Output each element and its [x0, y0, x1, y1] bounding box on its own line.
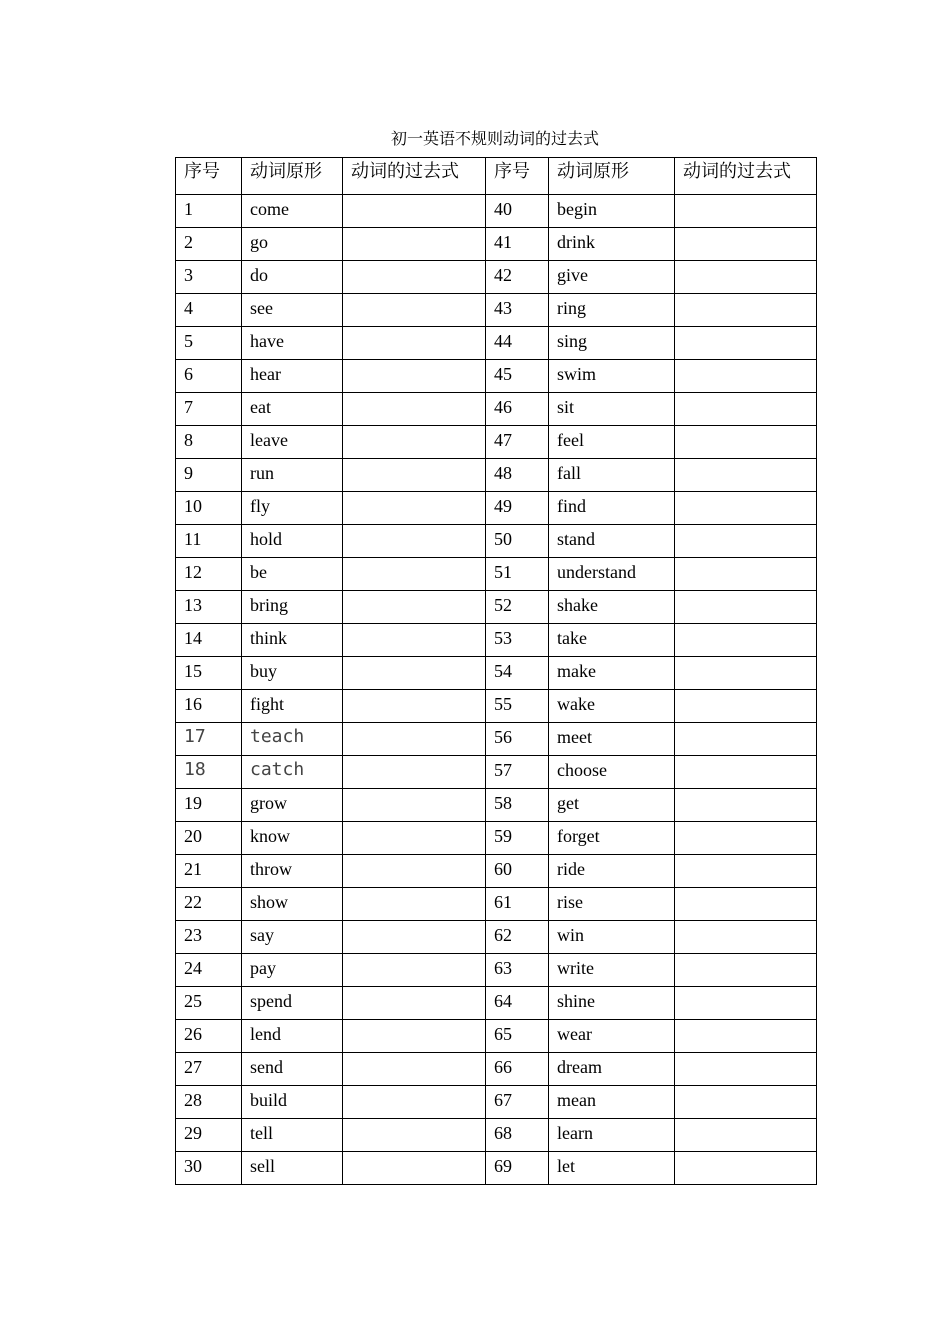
- header-base-form-right: 动词原形: [549, 158, 675, 195]
- past-tense-input-cell[interactable]: [343, 822, 486, 855]
- base-verb-cell: understand: [549, 558, 675, 591]
- base-verb-cell: swim: [549, 360, 675, 393]
- index-cell: 67: [486, 1086, 549, 1119]
- index-cell: 44: [486, 327, 549, 360]
- index-cell: 8: [176, 426, 242, 459]
- base-verb-cell: mean: [549, 1086, 675, 1119]
- past-tense-input-cell[interactable]: [675, 1086, 817, 1119]
- index-cell: 25: [176, 987, 242, 1020]
- table-header-row: [176, 158, 817, 195]
- base-verb-cell: have: [242, 327, 343, 360]
- past-tense-input-cell[interactable]: [675, 690, 817, 723]
- base-verb-cell: let: [549, 1152, 675, 1185]
- index-cell: 13: [176, 591, 242, 624]
- base-verb-cell: be: [242, 558, 343, 591]
- past-tense-input-cell[interactable]: [343, 426, 486, 459]
- table-body: [176, 195, 817, 1185]
- past-tense-input-cell[interactable]: [343, 525, 486, 558]
- base-verb-cell: come: [242, 195, 343, 228]
- base-verb-cell: drink: [549, 228, 675, 261]
- index-cell: 12: [176, 558, 242, 591]
- table-row: [176, 888, 817, 921]
- base-verb-cell: meet: [549, 723, 675, 756]
- table-row: [176, 294, 817, 327]
- table-row: [176, 921, 817, 954]
- base-verb-cell: rise: [549, 888, 675, 921]
- index-cell: 18: [176, 756, 242, 789]
- base-verb-cell: see: [242, 294, 343, 327]
- past-tense-input-cell[interactable]: [343, 1020, 486, 1053]
- past-tense-input-cell[interactable]: [675, 360, 817, 393]
- index-cell: 68: [486, 1119, 549, 1152]
- past-tense-input-cell[interactable]: [675, 393, 817, 426]
- table-row: [176, 1053, 817, 1086]
- past-tense-input-cell[interactable]: [343, 195, 486, 228]
- table-row: [176, 1152, 817, 1185]
- past-tense-input-cell[interactable]: [343, 1086, 486, 1119]
- base-verb-cell: sell: [242, 1152, 343, 1185]
- base-verb-cell: tell: [242, 1119, 343, 1152]
- base-verb-cell: dream: [549, 1053, 675, 1086]
- base-verb-cell: ride: [549, 855, 675, 888]
- index-cell: 30: [176, 1152, 242, 1185]
- base-verb-cell: begin: [549, 195, 675, 228]
- index-cell: 4: [176, 294, 242, 327]
- past-tense-input-cell[interactable]: [675, 558, 817, 591]
- past-tense-input-cell[interactable]: [343, 921, 486, 954]
- base-verb-cell: bring: [242, 591, 343, 624]
- past-tense-input-cell[interactable]: [675, 1119, 817, 1152]
- index-cell: 52: [486, 591, 549, 624]
- table-row: [176, 987, 817, 1020]
- header-past-tense-right: 动词的过去式: [675, 158, 817, 195]
- index-cell: 3: [176, 261, 242, 294]
- index-cell: 50: [486, 525, 549, 558]
- table-row: [176, 723, 817, 756]
- past-tense-input-cell[interactable]: [343, 723, 486, 756]
- base-verb-cell: pay: [242, 954, 343, 987]
- table-row: [176, 624, 817, 657]
- past-tense-input-cell[interactable]: [343, 855, 486, 888]
- index-cell: 69: [486, 1152, 549, 1185]
- past-tense-input-cell[interactable]: [675, 855, 817, 888]
- past-tense-input-cell[interactable]: [675, 426, 817, 459]
- header-index-right: 序号: [486, 158, 549, 195]
- index-cell: 47: [486, 426, 549, 459]
- past-tense-input-cell[interactable]: [675, 954, 817, 987]
- past-tense-input-cell[interactable]: [675, 1152, 817, 1185]
- past-tense-input-cell[interactable]: [343, 1152, 486, 1185]
- table-row: [176, 228, 817, 261]
- index-cell: 20: [176, 822, 242, 855]
- table-row: [176, 1086, 817, 1119]
- base-verb-cell: give: [549, 261, 675, 294]
- index-cell: 28: [176, 1086, 242, 1119]
- table-row: [176, 954, 817, 987]
- past-tense-input-cell[interactable]: [675, 261, 817, 294]
- base-verb-cell: sit: [549, 393, 675, 426]
- past-tense-input-cell[interactable]: [343, 1053, 486, 1086]
- past-tense-input-cell[interactable]: [675, 888, 817, 921]
- index-cell: 11: [176, 525, 242, 558]
- index-cell: 14: [176, 624, 242, 657]
- index-cell: 63: [486, 954, 549, 987]
- past-tense-input-cell[interactable]: [675, 327, 817, 360]
- index-cell: 42: [486, 261, 549, 294]
- past-tense-input-cell[interactable]: [343, 228, 486, 261]
- base-verb-cell: forget: [549, 822, 675, 855]
- base-verb-cell: catch: [242, 756, 343, 789]
- index-cell: 59: [486, 822, 549, 855]
- index-cell: 48: [486, 459, 549, 492]
- index-cell: 15: [176, 657, 242, 690]
- header-index-left: 序号: [176, 158, 242, 195]
- table-row: [176, 327, 817, 360]
- past-tense-input-cell[interactable]: [343, 294, 486, 327]
- base-verb-cell: run: [242, 459, 343, 492]
- base-verb-cell: sing: [549, 327, 675, 360]
- table-row: [176, 591, 817, 624]
- base-verb-cell: wake: [549, 690, 675, 723]
- past-tense-input-cell[interactable]: [343, 1119, 486, 1152]
- base-verb-cell: fight: [242, 690, 343, 723]
- table-row: [176, 558, 817, 591]
- index-cell: 10: [176, 492, 242, 525]
- past-tense-input-cell[interactable]: [343, 657, 486, 690]
- base-verb-cell: send: [242, 1053, 343, 1086]
- index-cell: 51: [486, 558, 549, 591]
- past-tense-input-cell[interactable]: [343, 987, 486, 1020]
- base-verb-cell: hear: [242, 360, 343, 393]
- base-verb-cell: leave: [242, 426, 343, 459]
- past-tense-input-cell[interactable]: [675, 657, 817, 690]
- index-cell: 9: [176, 459, 242, 492]
- past-tense-input-cell[interactable]: [343, 459, 486, 492]
- base-verb-cell: take: [549, 624, 675, 657]
- base-verb-cell: stand: [549, 525, 675, 558]
- past-tense-input-cell[interactable]: [343, 954, 486, 987]
- past-tense-input-cell[interactable]: [675, 525, 817, 558]
- table-row: [176, 261, 817, 294]
- base-verb-cell: lend: [242, 1020, 343, 1053]
- index-cell: 21: [176, 855, 242, 888]
- past-tense-input-cell[interactable]: [343, 393, 486, 426]
- past-tense-input-cell[interactable]: [343, 690, 486, 723]
- base-verb-cell: wear: [549, 1020, 675, 1053]
- past-tense-input-cell[interactable]: [343, 888, 486, 921]
- past-tense-input-cell[interactable]: [675, 822, 817, 855]
- base-verb-cell: think: [242, 624, 343, 657]
- base-verb-cell: fly: [242, 492, 343, 525]
- base-verb-cell: eat: [242, 393, 343, 426]
- table-row: [176, 459, 817, 492]
- index-cell: 49: [486, 492, 549, 525]
- table-row: [176, 789, 817, 822]
- past-tense-input-cell[interactable]: [675, 1053, 817, 1086]
- past-tense-input-cell[interactable]: [343, 591, 486, 624]
- base-verb-cell: build: [242, 1086, 343, 1119]
- index-cell: 22: [176, 888, 242, 921]
- past-tense-input-cell[interactable]: [675, 987, 817, 1020]
- index-cell: 17: [176, 723, 242, 756]
- index-cell: 53: [486, 624, 549, 657]
- base-verb-cell: say: [242, 921, 343, 954]
- base-verb-cell: buy: [242, 657, 343, 690]
- index-cell: 66: [486, 1053, 549, 1086]
- table-row: [176, 657, 817, 690]
- table-row: [176, 393, 817, 426]
- base-verb-cell: win: [549, 921, 675, 954]
- table-row: [176, 492, 817, 525]
- index-cell: 43: [486, 294, 549, 327]
- base-verb-cell: hold: [242, 525, 343, 558]
- index-cell: 58: [486, 789, 549, 822]
- document-title: 初一英语不规则动词的过去式: [390, 129, 599, 148]
- index-cell: 46: [486, 393, 549, 426]
- index-cell: 26: [176, 1020, 242, 1053]
- base-verb-cell: spend: [242, 987, 343, 1020]
- table-row: [176, 690, 817, 723]
- index-cell: 16: [176, 690, 242, 723]
- past-tense-input-cell[interactable]: [675, 921, 817, 954]
- index-cell: 23: [176, 921, 242, 954]
- index-cell: 64: [486, 987, 549, 1020]
- index-cell: 54: [486, 657, 549, 690]
- table-row: [176, 525, 817, 558]
- past-tense-input-cell[interactable]: [675, 756, 817, 789]
- past-tense-input-cell[interactable]: [343, 789, 486, 822]
- base-verb-cell: shine: [549, 987, 675, 1020]
- index-cell: 24: [176, 954, 242, 987]
- index-cell: 41: [486, 228, 549, 261]
- base-verb-cell: get: [549, 789, 675, 822]
- past-tense-input-cell[interactable]: [675, 591, 817, 624]
- past-tense-input-cell[interactable]: [343, 360, 486, 393]
- past-tense-input-cell[interactable]: [675, 228, 817, 261]
- index-cell: 19: [176, 789, 242, 822]
- index-cell: 1: [176, 195, 242, 228]
- index-cell: 65: [486, 1020, 549, 1053]
- header-past-tense-left: 动词的过去式: [343, 158, 486, 195]
- past-tense-input-cell[interactable]: [675, 723, 817, 756]
- base-verb-cell: ring: [549, 294, 675, 327]
- base-verb-cell: know: [242, 822, 343, 855]
- base-verb-cell: shake: [549, 591, 675, 624]
- index-cell: 7: [176, 393, 242, 426]
- verb-table: [175, 157, 817, 1185]
- base-verb-cell: go: [242, 228, 343, 261]
- past-tense-input-cell[interactable]: [675, 294, 817, 327]
- index-cell: 5: [176, 327, 242, 360]
- index-cell: 40: [486, 195, 549, 228]
- table-row: [176, 360, 817, 393]
- index-cell: 55: [486, 690, 549, 723]
- base-verb-cell: show: [242, 888, 343, 921]
- index-cell: 56: [486, 723, 549, 756]
- past-tense-input-cell[interactable]: [343, 624, 486, 657]
- base-verb-cell: find: [549, 492, 675, 525]
- base-verb-cell: choose: [549, 756, 675, 789]
- index-cell: 60: [486, 855, 549, 888]
- table-row: [176, 426, 817, 459]
- table-row: [176, 1020, 817, 1053]
- index-cell: 61: [486, 888, 549, 921]
- past-tense-input-cell[interactable]: [675, 459, 817, 492]
- past-tense-input-cell[interactable]: [675, 492, 817, 525]
- index-cell: 27: [176, 1053, 242, 1086]
- table-row: [176, 1119, 817, 1152]
- header-base-form-left: 动词原形: [242, 158, 343, 195]
- past-tense-input-cell[interactable]: [675, 624, 817, 657]
- base-verb-cell: grow: [242, 789, 343, 822]
- index-cell: 2: [176, 228, 242, 261]
- table-row: [176, 756, 817, 789]
- past-tense-input-cell[interactable]: [343, 261, 486, 294]
- base-verb-cell: teach: [242, 723, 343, 756]
- index-cell: 6: [176, 360, 242, 393]
- index-cell: 57: [486, 756, 549, 789]
- base-verb-cell: do: [242, 261, 343, 294]
- index-cell: 45: [486, 360, 549, 393]
- table-row: [176, 822, 817, 855]
- base-verb-cell: write: [549, 954, 675, 987]
- past-tense-input-cell[interactable]: [675, 195, 817, 228]
- base-verb-cell: learn: [549, 1119, 675, 1152]
- table-row: [176, 195, 817, 228]
- past-tense-input-cell[interactable]: [343, 327, 486, 360]
- base-verb-cell: feel: [549, 426, 675, 459]
- base-verb-cell: throw: [242, 855, 343, 888]
- past-tense-input-cell[interactable]: [675, 1020, 817, 1053]
- index-cell: 62: [486, 921, 549, 954]
- index-cell: 29: [176, 1119, 242, 1152]
- base-verb-cell: make: [549, 657, 675, 690]
- past-tense-input-cell[interactable]: [343, 756, 486, 789]
- past-tense-input-cell[interactable]: [675, 789, 817, 822]
- past-tense-input-cell[interactable]: [343, 492, 486, 525]
- base-verb-cell: fall: [549, 459, 675, 492]
- past-tense-input-cell[interactable]: [343, 558, 486, 591]
- table-row: [176, 855, 817, 888]
